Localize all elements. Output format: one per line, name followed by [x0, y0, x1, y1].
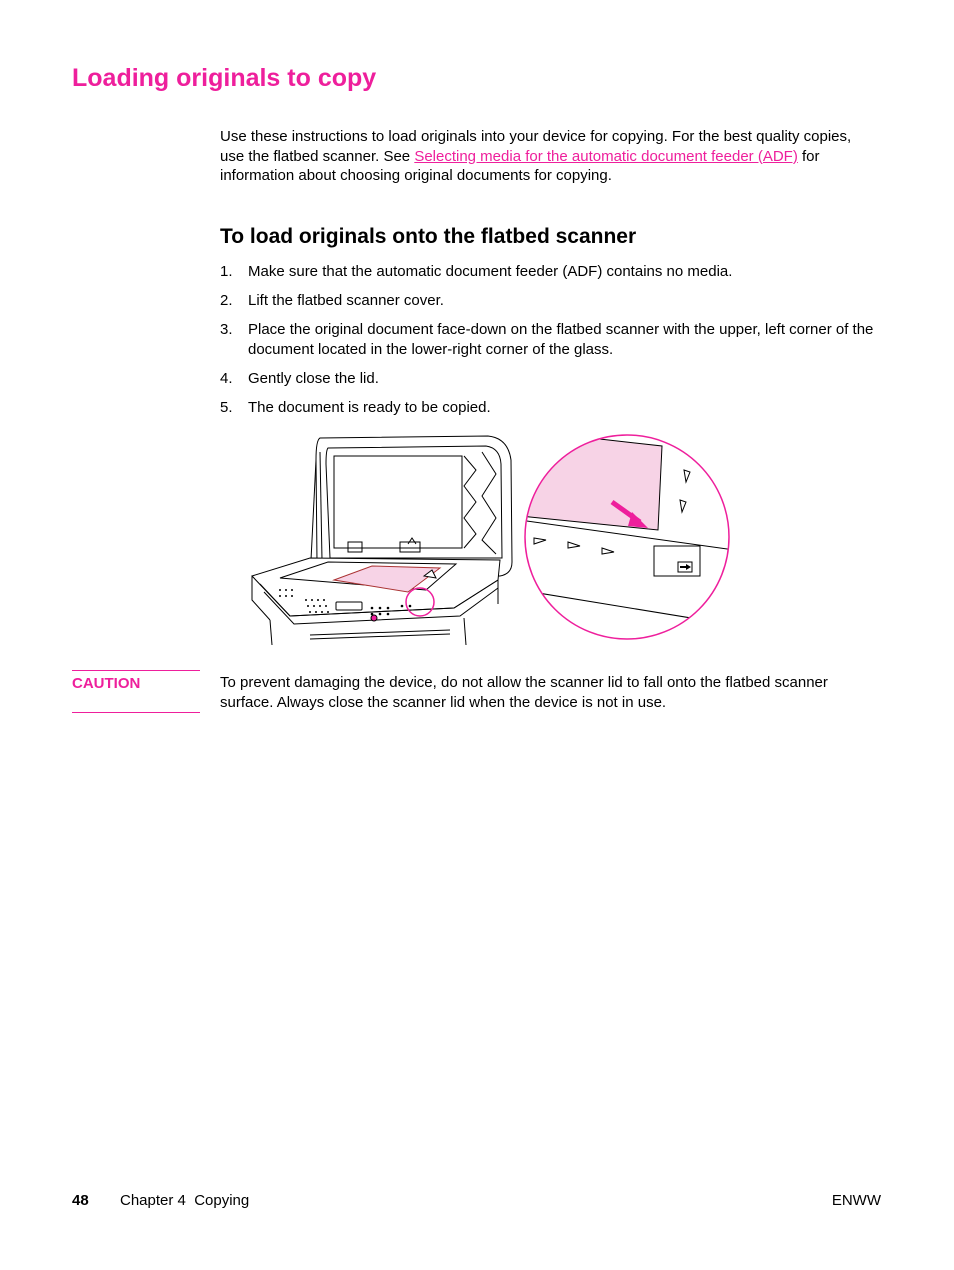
list-item	[220, 369, 880, 389]
steps-list	[220, 262, 880, 427]
step-text: The document is ready to be copied.	[248, 398, 491, 416]
caution-rule-top	[72, 670, 200, 671]
step-number: 3.	[220, 321, 233, 338]
scanner-device-icon	[252, 436, 512, 645]
step-text: Make sure that the automatic document feeder (ADF) contains no media.	[248, 263, 733, 280]
step-text: Gently close the lid.	[248, 369, 379, 387]
step-number: 5.	[220, 398, 233, 416]
page-number: 48	[72, 1192, 89, 1209]
step-text: Place the original document face-down on the flatbed scanner with the upper, left corner of the document located in the lower-right corner of the glass.	[248, 321, 874, 358]
list-item	[220, 320, 880, 359]
footer-chapter: Chapter 4 Copying	[120, 1192, 250, 1209]
intro-paragraph	[220, 127, 860, 186]
list-item	[220, 398, 880, 418]
step-number: 1.	[220, 263, 233, 280]
list-item	[220, 262, 880, 282]
step-number: 2.	[220, 292, 233, 309]
page-title: Loading originals to copy	[72, 64, 377, 92]
scanner-illustration	[250, 430, 734, 645]
magnified-corner-icon	[520, 430, 734, 639]
list-item	[220, 291, 880, 311]
section-heading: To load originals onto the flatbed scanner	[220, 225, 637, 248]
caution-rule-bottom	[72, 712, 200, 713]
intro-text-before: Use these instructions to load originals into your device for copying. For the best quality copies, use the flatbed scanner. See	[220, 128, 852, 165]
intro-text-after: for information about choosing original documents for copying.	[220, 147, 820, 184]
caution-text: To prevent damaging the device, do not allow the scanner lid to fall onto the flatbed scanner surface. Always close the scanner lid when the device is not in use.	[220, 674, 828, 711]
step-number: 4.	[220, 369, 233, 387]
step-text: Lift the flatbed scanner cover.	[248, 292, 444, 309]
arrow-icon	[678, 562, 692, 572]
footer-code: ENWW	[831, 1192, 881, 1209]
adf-media-link[interactable]: Selecting media for the automatic document feeder (ADF)	[414, 147, 798, 165]
caution-label: CAUTION	[72, 675, 141, 692]
